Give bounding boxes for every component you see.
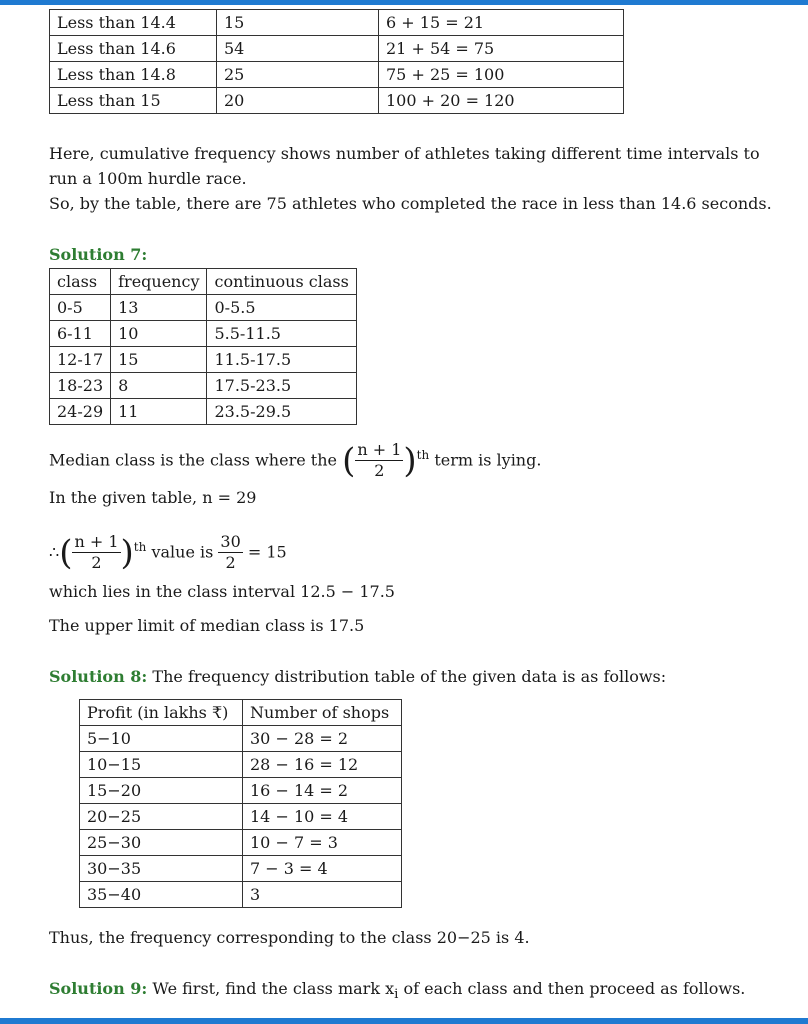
table-cell: 24-29 [50,399,111,425]
table-row [80,856,402,882]
class-interval-statement: which lies in the class interval 12.5 − 17.5 [49,582,395,601]
superscript: th [416,448,430,462]
statement-text: value is [151,542,214,562]
table-cell: Less than 14.4 [50,10,217,36]
table-cell: 18-23 [50,373,111,399]
table-row [50,399,357,425]
table-cell: Less than 14.6 [50,36,217,62]
table-cell: 13 [111,295,207,321]
table-cell: 75 + 25 = 100 [379,62,624,88]
table-cell: 10 [111,321,207,347]
given-n: In the given table, n = 29 [49,488,257,507]
statement-text: Median class is the class where the [49,450,337,470]
cumulative-frequency-table [49,9,624,114]
table-row [50,373,357,399]
table-cell: 54 [217,36,379,62]
column-header: frequency [111,269,207,295]
solution-8-text: The frequency distribution table of the given data is as follows: [152,667,667,686]
solution-8-line [49,664,666,690]
table-row [80,882,402,908]
table-cell: 7 − 3 = 4 [243,856,402,882]
left-paren: ( [59,532,73,573]
right-paren: ) [403,440,417,481]
table-cell: 0-5 [50,295,111,321]
superscript: th [133,540,147,554]
solution-9-line [49,976,745,1008]
left-paren: ( [342,440,356,481]
fraction [72,532,120,573]
table-cell: 20−25 [80,804,243,830]
table-cell: 35−40 [80,882,243,908]
statement-text: term is lying. [434,450,542,470]
table-row [50,88,624,114]
bottom-border [0,1018,808,1024]
paragraph: Here, cumulative frequency shows number of athletes taking different time intervals to [49,144,760,163]
table-cell: 16 − 14 = 2 [243,778,402,804]
column-header: Number of shops [243,700,402,726]
table-cell: 28 − 16 = 12 [243,752,402,778]
table-row [50,295,357,321]
column-header: class [50,269,111,295]
table-cell: 100 + 20 = 120 [379,88,624,114]
table-row [80,804,402,830]
table-cell: 21 + 54 = 75 [379,36,624,62]
table-cell: 25−30 [80,830,243,856]
column-header: continuous class [207,269,356,295]
table-cell: 17.5-23.5 [207,373,356,399]
table-cell: 5.5-11.5 [207,321,356,347]
table-cell: Less than 15 [50,88,217,114]
solution-7-heading: Solution 7: [49,245,148,264]
table-cell: 8 [111,373,207,399]
table-cell: 30−35 [80,856,243,882]
solution-8-heading: Solution 8: [49,667,148,686]
table-cell: 0-5.5 [207,295,356,321]
column-header: Profit (in lakhs ₹) [80,700,243,726]
table-row [80,752,402,778]
table-cell: 12-17 [50,347,111,373]
upper-limit-statement: The upper limit of median class is 17.5 [49,616,365,635]
table-cell: 25 [217,62,379,88]
statement-text: = 15 [247,542,287,562]
therefore-symbol: ∴ [49,542,60,562]
solution-7-table [49,268,357,425]
table-header-row [80,700,402,726]
table-cell: 6-11 [50,321,111,347]
table-row [50,62,624,88]
value-statement [49,524,287,576]
solution-8-table [79,699,402,908]
fraction-denominator: 2 [225,553,236,573]
fraction-denominator: 2 [91,553,102,573]
table-cell: 5−10 [80,726,243,752]
table-cell: 15 [217,10,379,36]
table-row [50,321,357,347]
solution-9-text: We first, find the class mark x [152,979,395,998]
paragraph: run a 100m hurdle race. [49,169,247,188]
table-row [80,778,402,804]
fraction-numerator: n + 1 [74,532,119,552]
table-row [50,10,624,36]
fraction [355,440,403,481]
fraction-numerator: 30 [220,532,241,552]
table-cell: 30 − 28 = 2 [243,726,402,752]
table-cell: 10 − 7 = 3 [243,830,402,856]
table-cell: 23.5-29.5 [207,399,356,425]
table-row [50,36,624,62]
paragraph: So, by the table, there are 75 athletes who completed the race in less than 14.6 seconds. [49,194,772,213]
right-paren: ) [120,532,134,573]
table-cell: 11.5-17.5 [207,347,356,373]
fraction-numerator: n + 1 [357,440,402,460]
table-cell: 14 − 10 = 4 [243,804,402,830]
solution-8-conclusion: Thus, the frequency corresponding to the class 20−25 is 4. [49,928,530,947]
table-row [50,347,357,373]
subscript: i [394,987,399,1003]
median-class-statement [49,432,541,484]
table-cell: 3 [243,882,402,908]
table-header-row [50,269,357,295]
table-cell: 15−20 [80,778,243,804]
solution-9-heading: Solution 9: [49,979,148,998]
fraction [218,532,242,573]
table-cell: 10−15 [80,752,243,778]
table-cell: 20 [217,88,379,114]
table-cell: 6 + 15 = 21 [379,10,624,36]
table-cell: Less than 14.8 [50,62,217,88]
top-border [0,0,808,5]
fraction-denominator: 2 [374,461,385,481]
table-row [80,726,402,752]
solution-9-text: of each class and then proceed as follows. [403,979,746,998]
table-cell: 11 [111,399,207,425]
table-row [80,830,402,856]
table-cell: 15 [111,347,207,373]
